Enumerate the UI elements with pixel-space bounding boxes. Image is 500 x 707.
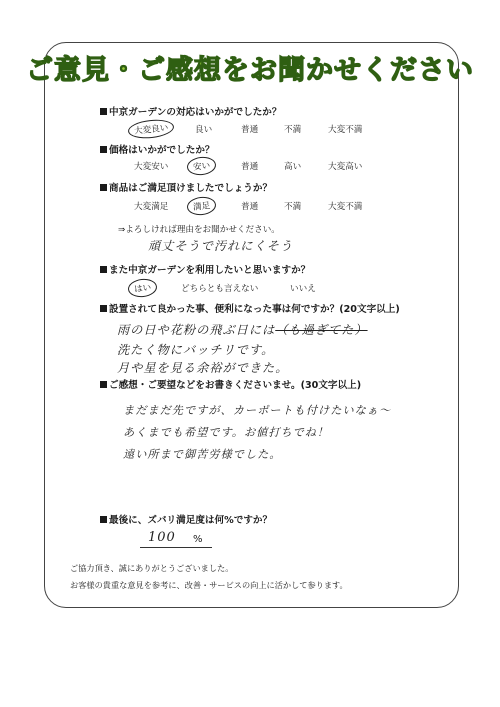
q1-option-4[interactable]: 不満 [284,125,302,135]
q3-option-2[interactable] [193,200,210,212]
question-7 [100,512,272,526]
q5-answer-line-3[interactable]: 月や星を見る余裕ができた。 [117,361,289,375]
q6-answer-line-1[interactable]: まだまだ先ですが、カーポートも付けたいなぁ～ [123,404,392,417]
q2-option-4[interactable]: 高い [284,162,302,172]
q6-answer-line-2[interactable]: あくまでも希望です。お値打ちでね！ [123,426,330,439]
question-1 [100,104,282,118]
question-3-label: 商品はご満足頂けましたでしょうか？ [109,183,273,194]
satisfaction-percent-answer[interactable]: 100 [148,530,176,545]
q1-option-5[interactable]: 大変不満 [328,125,363,135]
answer-underline [140,547,212,548]
bullet-square-icon [100,381,107,388]
question-4 [100,262,310,276]
q3-option-4[interactable]: 不満 [284,202,302,212]
q1-option-3[interactable]: 普通 [241,125,259,135]
q2-option-1[interactable]: 大変安い [134,162,169,172]
q5-answer-line-2[interactable]: 洗たく物にバッチリです。 [117,343,275,357]
question-5-label: 設置されて良かった事、便利になった事は何ですか？(20文字以上) [109,304,400,315]
q3-option-1[interactable]: 大変満足 [134,202,169,212]
question-3 [100,180,272,194]
question-1-label: 中京ガーデンの対応はいかがでしたか？ [109,107,282,118]
selected-circle-mark: 大変良い [127,118,175,141]
q4-option-3[interactable]: いいえ [290,284,316,294]
footer-thanks: ご協力頂き、誠にありがとうございました。 [70,563,234,573]
question-2-label: 価格はいかがでしたか？ [109,145,215,156]
q2-option-5[interactable]: 大変高い [328,162,363,172]
footer-note: お客様の貴重な意見を参考に、改善・サービスの向上に活かして参ります。 [70,580,348,590]
q3-answer-handwritten[interactable]: 頑丈そうで汚れにくそう [148,239,294,253]
q6-answer-line-3[interactable]: 遠い所まで御苦労様でした。 [123,448,282,461]
bullet-square-icon [100,516,107,523]
struck-out-text: （も過ぎてた） [275,323,368,337]
question-4-label: また中京ガーデンを利用したいと思いますか？ [109,265,311,276]
q3-option-3[interactable]: 普通 [241,202,259,212]
question-6-label: ご感想・ご要望などをお書きくださいませ。(30文字以上) [109,380,362,391]
q1-option-2[interactable]: 良い [195,125,213,135]
bullet-square-icon [100,146,107,153]
question-7-label: 最後に、ズバリ満足度は何%ですか？ [109,515,273,526]
selected-circle-mark: 安い [186,156,217,177]
bullet-square-icon [100,266,107,273]
selected-circle-mark: はい [127,278,158,299]
q4-option-2[interactable]: どちらとも言えない [181,284,259,294]
q1-option-1[interactable] [134,123,168,135]
percent-unit: % [193,534,203,545]
q3-reason-prompt: ⇒よろしければ理由をお聞かせください。 [118,225,280,235]
q3-option-5[interactable]: 大変不満 [328,202,363,212]
question-6 [100,377,361,391]
q4-option-1[interactable] [134,282,151,294]
question-2 [100,142,215,156]
bullet-square-icon [100,305,107,312]
question-5 [100,301,400,315]
page-title: ご意見・ご感想をお聞かせください [26,55,474,86]
q2-option-3[interactable]: 普通 [241,162,259,172]
q5-answer-line-1[interactable]: 雨の日や花粉の飛ぶ日には（も過ぎてた） [117,323,368,337]
selected-circle-mark: 満足 [186,196,217,217]
bullet-square-icon [100,108,107,115]
bullet-square-icon [100,184,107,191]
q2-option-2[interactable] [193,160,210,172]
